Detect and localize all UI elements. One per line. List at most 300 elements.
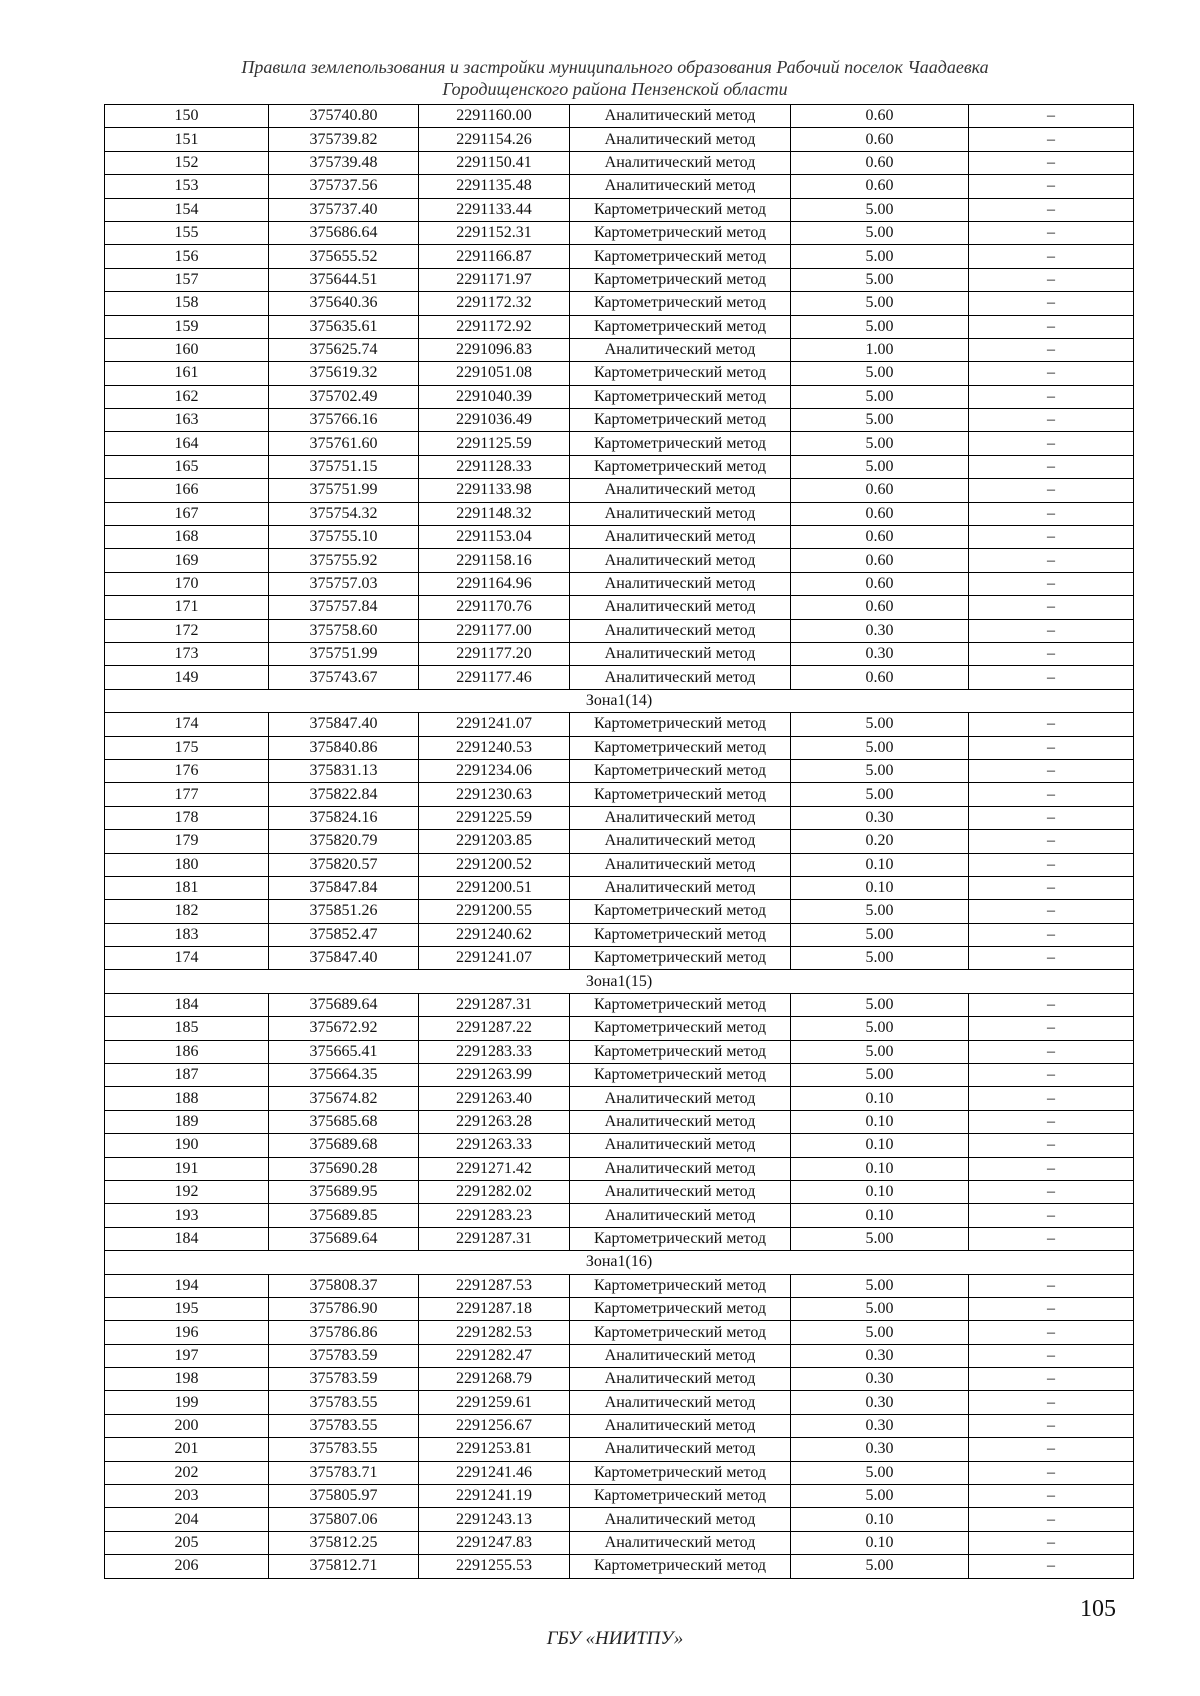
method-cell: Аналитический метод (570, 596, 791, 619)
coord-y-cell: 2291247.83 (419, 1531, 570, 1554)
footer-org: ГБУ «НИИТПУ» (546, 1628, 684, 1649)
coord-y-cell: 2291240.62 (419, 923, 570, 946)
coord-y-cell: 2291154.26 (419, 128, 570, 151)
method-cell: Аналитический метод (570, 1134, 791, 1157)
method-cell: Аналитический метод (570, 853, 791, 876)
coord-y-cell: 2291177.20 (419, 642, 570, 665)
accuracy-cell: 0.10 (791, 1508, 969, 1531)
coord-y-cell: 2291171.97 (419, 268, 570, 291)
coord-y-cell: 2291225.59 (419, 806, 570, 829)
coord-y-cell: 2291241.46 (419, 1461, 570, 1484)
method-cell: Картометрический метод (570, 409, 791, 432)
table-row (105, 806, 1134, 829)
accuracy-cell: 0.10 (791, 1180, 969, 1203)
description-cell: – (969, 1508, 1134, 1531)
method-cell: Картометрический метод (570, 993, 791, 1016)
coord-x-cell: 375740.80 (269, 105, 419, 128)
accuracy-cell: 5.00 (791, 409, 969, 432)
method-cell: Картометрический метод (570, 947, 791, 970)
coord-x-cell: 375689.64 (269, 1227, 419, 1250)
method-cell: Картометрический метод (570, 455, 791, 478)
coord-x-cell: 375689.64 (269, 993, 419, 1016)
method-cell: Аналитический метод (570, 479, 791, 502)
coord-y-cell: 2291135.48 (419, 175, 570, 198)
accuracy-cell: 0.30 (791, 619, 969, 642)
method-cell: Аналитический метод (570, 1157, 791, 1180)
method-cell: Картометрический метод (570, 923, 791, 946)
table-row (105, 455, 1134, 478)
coord-x-cell: 375755.92 (269, 549, 419, 572)
description-cell: – (969, 666, 1134, 689)
description-cell: – (969, 853, 1134, 876)
description-cell: – (969, 1064, 1134, 1087)
point-number-cell: 191 (105, 1157, 269, 1180)
zone-header-row (105, 970, 1134, 993)
point-number-cell: 183 (105, 923, 269, 946)
point-number-cell: 185 (105, 1017, 269, 1040)
zone-header-row (105, 1251, 1134, 1274)
coord-y-cell: 2291263.40 (419, 1087, 570, 1110)
point-number-cell: 200 (105, 1414, 269, 1437)
point-number-cell: 199 (105, 1391, 269, 1414)
table-row (105, 1508, 1134, 1531)
coord-y-cell: 2291152.31 (419, 221, 570, 244)
description-cell: – (969, 432, 1134, 455)
description-cell: – (969, 315, 1134, 338)
accuracy-cell: 0.60 (791, 128, 969, 151)
method-cell: Картометрический метод (570, 292, 791, 315)
method-cell: Аналитический метод (570, 1391, 791, 1414)
method-cell: Картометрический метод (570, 1461, 791, 1484)
method-cell: Аналитический метод (570, 338, 791, 361)
header-line-2: Городищенского района Пензенской области (442, 79, 788, 99)
accuracy-cell: 5.00 (791, 245, 969, 268)
coord-y-cell: 2291243.13 (419, 1508, 570, 1531)
coord-y-cell: 2291051.08 (419, 362, 570, 385)
coord-y-cell: 2291256.67 (419, 1414, 570, 1437)
description-cell: – (969, 455, 1134, 478)
description-cell: – (969, 385, 1134, 408)
accuracy-cell: 5.00 (791, 362, 969, 385)
method-cell: Картометрический метод (570, 1274, 791, 1297)
accuracy-cell: 0.10 (791, 1134, 969, 1157)
point-number-cell: 153 (105, 175, 269, 198)
table-row (105, 1040, 1134, 1063)
method-cell: Аналитический метод (570, 1110, 791, 1133)
coord-x-cell: 375743.67 (269, 666, 419, 689)
description-cell: – (969, 1110, 1134, 1133)
description-cell: – (969, 1040, 1134, 1063)
point-number-cell: 166 (105, 479, 269, 502)
table-row (105, 596, 1134, 619)
description-cell: – (969, 292, 1134, 315)
accuracy-cell: 5.00 (791, 1485, 969, 1508)
coord-y-cell: 2291263.28 (419, 1110, 570, 1133)
method-cell: Аналитический метод (570, 572, 791, 595)
method-cell: Аналитический метод (570, 1204, 791, 1227)
accuracy-cell: 0.30 (791, 806, 969, 829)
point-number-cell: 188 (105, 1087, 269, 1110)
coord-x-cell: 375820.57 (269, 853, 419, 876)
table-row (105, 315, 1134, 338)
table-row (105, 105, 1134, 128)
point-number-cell: 163 (105, 409, 269, 432)
description-cell: – (969, 642, 1134, 665)
table-row (105, 1531, 1134, 1554)
description-cell: – (969, 1414, 1134, 1437)
table-row (105, 268, 1134, 291)
description-cell: – (969, 245, 1134, 268)
coord-y-cell: 2291096.83 (419, 338, 570, 361)
coord-x-cell: 375739.82 (269, 128, 419, 151)
coord-x-cell: 375619.32 (269, 362, 419, 385)
table-row (105, 759, 1134, 782)
description-cell: – (969, 128, 1134, 151)
coord-y-cell: 2291158.16 (419, 549, 570, 572)
description-cell: – (969, 993, 1134, 1016)
accuracy-cell: 1.00 (791, 338, 969, 361)
accuracy-cell: 5.00 (791, 947, 969, 970)
point-number-cell: 192 (105, 1180, 269, 1203)
description-cell: – (969, 526, 1134, 549)
coord-x-cell: 375757.84 (269, 596, 419, 619)
coord-y-cell: 2291282.53 (419, 1321, 570, 1344)
coord-x-cell: 375807.06 (269, 1508, 419, 1531)
coord-x-cell: 375686.64 (269, 221, 419, 244)
coord-x-cell: 375754.32 (269, 502, 419, 525)
accuracy-cell: 0.20 (791, 830, 969, 853)
table-row (105, 198, 1134, 221)
method-cell: Картометрический метод (570, 268, 791, 291)
description-cell: – (969, 806, 1134, 829)
coord-y-cell: 2291153.04 (419, 526, 570, 549)
coord-x-cell: 375840.86 (269, 736, 419, 759)
accuracy-cell: 5.00 (791, 993, 969, 1016)
table-row (105, 151, 1134, 174)
accuracy-cell: 5.00 (791, 900, 969, 923)
table-row (105, 432, 1134, 455)
accuracy-cell: 5.00 (791, 315, 969, 338)
accuracy-cell: 0.30 (791, 642, 969, 665)
point-number-cell: 206 (105, 1555, 269, 1578)
point-number-cell: 186 (105, 1040, 269, 1063)
coord-x-cell: 375644.51 (269, 268, 419, 291)
method-cell: Картометрический метод (570, 783, 791, 806)
accuracy-cell: 5.00 (791, 1274, 969, 1297)
description-cell: – (969, 1461, 1134, 1484)
point-number-cell: 181 (105, 876, 269, 899)
coord-y-cell: 2291172.32 (419, 292, 570, 315)
coord-y-cell: 2291177.00 (419, 619, 570, 642)
point-number-cell: 152 (105, 151, 269, 174)
method-cell: Аналитический метод (570, 1531, 791, 1554)
description-cell: – (969, 198, 1134, 221)
coord-y-cell: 2291287.31 (419, 993, 570, 1016)
table-row (105, 572, 1134, 595)
coord-y-cell: 2291203.85 (419, 830, 570, 853)
table-row (105, 549, 1134, 572)
coord-y-cell: 2291241.07 (419, 713, 570, 736)
accuracy-cell: 0.60 (791, 666, 969, 689)
coordinates-table-body (105, 105, 1134, 1579)
description-cell: – (969, 1227, 1134, 1250)
accuracy-cell: 0.30 (791, 1414, 969, 1437)
description-cell: – (969, 409, 1134, 432)
coord-x-cell: 375761.60 (269, 432, 419, 455)
table-row (105, 479, 1134, 502)
table-row (105, 128, 1134, 151)
description-cell: – (969, 736, 1134, 759)
accuracy-cell: 0.10 (791, 1087, 969, 1110)
description-cell: – (969, 572, 1134, 595)
accuracy-cell: 0.30 (791, 1438, 969, 1461)
point-number-cell: 155 (105, 221, 269, 244)
table-row (105, 1110, 1134, 1133)
coord-y-cell: 2291234.06 (419, 759, 570, 782)
point-number-cell: 168 (105, 526, 269, 549)
point-number-cell: 154 (105, 198, 269, 221)
table-row (105, 1204, 1134, 1227)
table-row (105, 526, 1134, 549)
accuracy-cell: 5.00 (791, 385, 969, 408)
point-number-cell: 175 (105, 736, 269, 759)
table-row (105, 1017, 1134, 1040)
method-cell: Картометрический метод (570, 1321, 791, 1344)
accuracy-cell: 5.00 (791, 1321, 969, 1344)
table-row (105, 385, 1134, 408)
coord-x-cell: 375757.03 (269, 572, 419, 595)
coord-y-cell: 2291166.87 (419, 245, 570, 268)
coord-y-cell: 2291287.31 (419, 1227, 570, 1250)
point-number-cell: 182 (105, 900, 269, 923)
method-cell: Аналитический метод (570, 1438, 791, 1461)
table-row (105, 1087, 1134, 1110)
table-row (105, 1555, 1134, 1578)
description-cell: – (969, 1297, 1134, 1320)
document-header (0, 56, 1200, 100)
coord-x-cell: 375783.59 (269, 1368, 419, 1391)
description-cell: – (969, 1344, 1134, 1367)
table-row (105, 642, 1134, 665)
point-number-cell: 173 (105, 642, 269, 665)
point-number-cell: 196 (105, 1321, 269, 1344)
coord-y-cell: 2291283.33 (419, 1040, 570, 1063)
description-cell: – (969, 502, 1134, 525)
accuracy-cell: 5.00 (791, 1040, 969, 1063)
table-row (105, 1344, 1134, 1367)
coord-y-cell: 2291164.96 (419, 572, 570, 595)
accuracy-cell: 0.10 (791, 1204, 969, 1227)
table-row (105, 292, 1134, 315)
accuracy-cell: 0.60 (791, 105, 969, 128)
table-row (105, 1438, 1134, 1461)
coord-x-cell: 375665.41 (269, 1040, 419, 1063)
method-cell: Аналитический метод (570, 619, 791, 642)
coord-x-cell: 375739.48 (269, 151, 419, 174)
coord-y-cell: 2291200.55 (419, 900, 570, 923)
method-cell: Картометрический метод (570, 198, 791, 221)
coord-y-cell: 2291283.23 (419, 1204, 570, 1227)
coord-y-cell: 2291241.19 (419, 1485, 570, 1508)
table-row (105, 830, 1134, 853)
accuracy-cell: 5.00 (791, 221, 969, 244)
coord-x-cell: 375655.52 (269, 245, 419, 268)
coord-x-cell: 375672.92 (269, 1017, 419, 1040)
method-cell: Аналитический метод (570, 526, 791, 549)
coord-x-cell: 375737.56 (269, 175, 419, 198)
method-cell: Картометрический метод (570, 1064, 791, 1087)
method-cell: Картометрический метод (570, 432, 791, 455)
accuracy-cell: 0.60 (791, 175, 969, 198)
coord-x-cell: 375625.74 (269, 338, 419, 361)
method-cell: Картометрический метод (570, 1485, 791, 1508)
method-cell: Аналитический метод (570, 1087, 791, 1110)
point-number-cell: 198 (105, 1368, 269, 1391)
coord-x-cell: 375847.40 (269, 947, 419, 970)
method-cell: Картометрический метод (570, 315, 791, 338)
coord-x-cell: 375685.68 (269, 1110, 419, 1133)
point-number-cell: 178 (105, 806, 269, 829)
accuracy-cell: 0.30 (791, 1391, 969, 1414)
coord-x-cell: 375812.25 (269, 1531, 419, 1554)
coord-y-cell: 2291230.63 (419, 783, 570, 806)
coord-x-cell: 375751.15 (269, 455, 419, 478)
method-cell: Картометрический метод (570, 221, 791, 244)
point-number-cell: 171 (105, 596, 269, 619)
coord-y-cell: 2291268.79 (419, 1368, 570, 1391)
coord-y-cell: 2291271.42 (419, 1157, 570, 1180)
coord-x-cell: 375664.35 (269, 1064, 419, 1087)
accuracy-cell: 5.00 (791, 783, 969, 806)
method-cell: Картометрический метод (570, 385, 791, 408)
point-number-cell: 169 (105, 549, 269, 572)
coord-y-cell: 2291287.22 (419, 1017, 570, 1040)
coord-y-cell: 2291287.18 (419, 1297, 570, 1320)
table-row (105, 993, 1134, 1016)
table-row (105, 1321, 1134, 1344)
table-row (105, 1485, 1134, 1508)
coord-x-cell: 375689.68 (269, 1134, 419, 1157)
description-cell: – (969, 713, 1134, 736)
accuracy-cell: 5.00 (791, 1461, 969, 1484)
point-number-cell: 160 (105, 338, 269, 361)
table-row (105, 1368, 1134, 1391)
point-number-cell: 205 (105, 1531, 269, 1554)
point-number-cell: 189 (105, 1110, 269, 1133)
method-cell: Аналитический метод (570, 175, 791, 198)
page-number: 105 (1080, 1596, 1116, 1622)
description-cell: – (969, 1438, 1134, 1461)
description-cell: – (969, 619, 1134, 642)
table-row (105, 1064, 1134, 1087)
coord-y-cell: 2291148.32 (419, 502, 570, 525)
description-cell: – (969, 151, 1134, 174)
zone-header-row (105, 689, 1134, 712)
description-cell: – (969, 900, 1134, 923)
point-number-cell: 184 (105, 993, 269, 1016)
method-cell: Картометрический метод (570, 1040, 791, 1063)
description-cell: – (969, 338, 1134, 361)
coord-x-cell: 375690.28 (269, 1157, 419, 1180)
description-cell: – (969, 479, 1134, 502)
description-cell: – (969, 175, 1134, 198)
coord-y-cell: 2291133.44 (419, 198, 570, 221)
description-cell: – (969, 221, 1134, 244)
coord-y-cell: 2291240.53 (419, 736, 570, 759)
description-cell: – (969, 362, 1134, 385)
point-number-cell: 149 (105, 666, 269, 689)
point-number-cell: 202 (105, 1461, 269, 1484)
point-number-cell: 176 (105, 759, 269, 782)
coordinates-table (104, 104, 1134, 1579)
coord-x-cell: 375758.60 (269, 619, 419, 642)
table-row (105, 502, 1134, 525)
method-cell: Аналитический метод (570, 642, 791, 665)
accuracy-cell: 5.00 (791, 713, 969, 736)
method-cell: Картометрический метод (570, 245, 791, 268)
description-cell: – (969, 1180, 1134, 1203)
point-number-cell: 201 (105, 1438, 269, 1461)
accuracy-cell: 0.60 (791, 549, 969, 572)
coord-y-cell: 2291255.53 (419, 1555, 570, 1578)
table-row (105, 1157, 1134, 1180)
method-cell: Аналитический метод (570, 1180, 791, 1203)
method-cell: Аналитический метод (570, 128, 791, 151)
method-cell: Аналитический метод (570, 806, 791, 829)
accuracy-cell: 0.10 (791, 1531, 969, 1554)
method-cell: Аналитический метод (570, 1368, 791, 1391)
method-cell: Картометрический метод (570, 362, 791, 385)
zone-label: Зона1(14) (105, 689, 1134, 712)
description-cell: – (969, 549, 1134, 572)
coord-y-cell: 2291241.07 (419, 947, 570, 970)
coord-y-cell: 2291150.41 (419, 151, 570, 174)
accuracy-cell: 5.00 (791, 198, 969, 221)
point-number-cell: 157 (105, 268, 269, 291)
description-cell: – (969, 1321, 1134, 1344)
accuracy-cell: 0.60 (791, 151, 969, 174)
coord-y-cell: 2291177.46 (419, 666, 570, 689)
coord-y-cell: 2291160.00 (419, 105, 570, 128)
table-row (105, 1134, 1134, 1157)
table-row (105, 409, 1134, 432)
coord-y-cell: 2291125.59 (419, 432, 570, 455)
table-row (105, 175, 1134, 198)
accuracy-cell: 5.00 (791, 1017, 969, 1040)
table-row (105, 853, 1134, 876)
table-row (105, 221, 1134, 244)
coord-x-cell: 375783.59 (269, 1344, 419, 1367)
accuracy-cell: 0.60 (791, 572, 969, 595)
point-number-cell: 187 (105, 1064, 269, 1087)
description-cell: – (969, 759, 1134, 782)
method-cell: Картометрический метод (570, 713, 791, 736)
coord-y-cell: 2291263.99 (419, 1064, 570, 1087)
coord-y-cell: 2291133.98 (419, 479, 570, 502)
method-cell: Картометрический метод (570, 900, 791, 923)
coord-x-cell: 375640.36 (269, 292, 419, 315)
accuracy-cell: 5.00 (791, 292, 969, 315)
accuracy-cell: 0.10 (791, 853, 969, 876)
table-row (105, 1227, 1134, 1250)
point-number-cell: 184 (105, 1227, 269, 1250)
accuracy-cell: 0.30 (791, 1344, 969, 1367)
point-number-cell: 165 (105, 455, 269, 478)
accuracy-cell: 0.60 (791, 596, 969, 619)
method-cell: Аналитический метод (570, 1508, 791, 1531)
point-number-cell: 174 (105, 713, 269, 736)
coord-y-cell: 2291259.61 (419, 1391, 570, 1414)
